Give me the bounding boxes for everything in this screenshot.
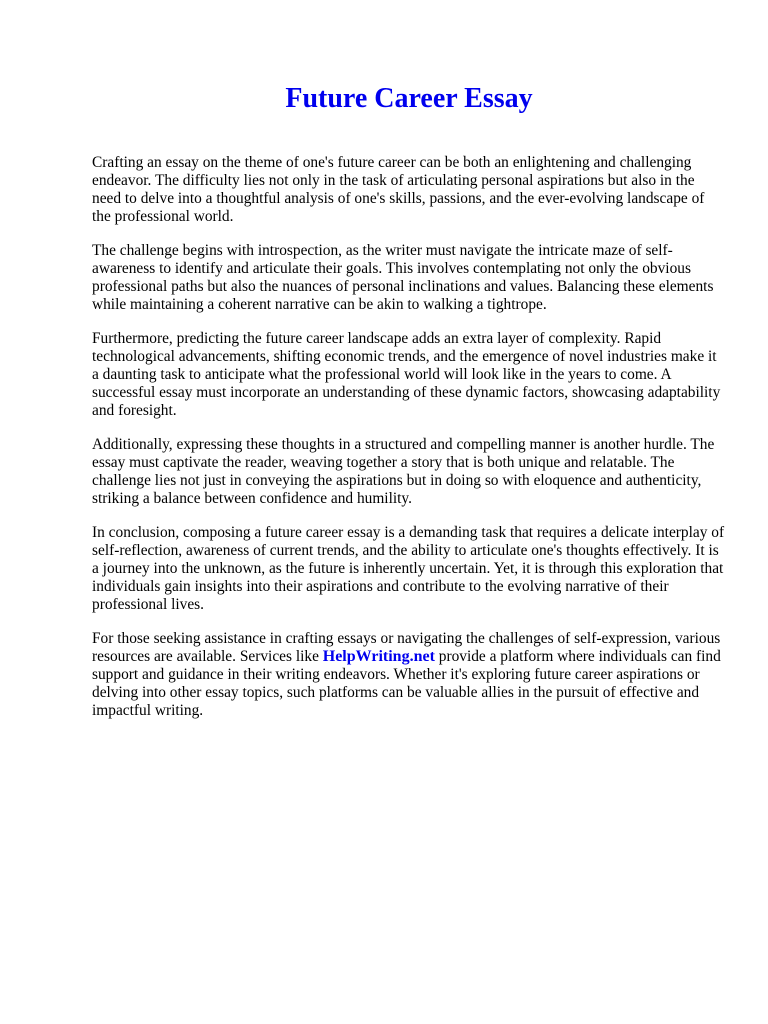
paragraph-2: The challenge begins with introspection, as the writer must navigate the intricate maze of self-awareness to identify and articulate their goals. This involves contemplating not only the obvious professional paths but also the nuances of personal inclinations and values. Balancing these elements while maintaining a coherent narrative can be akin to walking a tightrope. xyxy=(92,242,714,313)
paragraph-3: Furthermore, predicting the future career landscape adds an extra layer of complexity. Rapid technological advancements, shifting economic trends, and the emergence of novel industries make it a daunting task to anticipate what the professional world will look like in the years to come. A successful essay must incorporate an understanding of these dynamic factors, showcasing adaptability and foresight. xyxy=(92,330,721,419)
paragraph-6-text-before-link: For those seeking assistance in crafting essays or navigating the challenges of self-expression, various resources are available. Services like xyxy=(92,630,721,665)
paragraph-1: Crafting an essay on the theme of one's future career can be both an enlightening and challenging endeavor. The difficulty lies not only in the task of articulating personal aspirations but also in the need to delve into a thoughtful analysis of one's skills, passions, and the ever-evolving landscape of the professional world. xyxy=(92,154,705,225)
paragraph-6-text-after-link: provide a platform where individuals can find support and guidance in their writing endeavors. Whether it's exploring future career aspirations or delving into other essay topics, such platforms can be valuable allies in the pursuit of effective and impactful writing. xyxy=(92,648,721,719)
paragraph-4: Additionally, expressing these thoughts in a structured and compelling manner is another hurdle. The essay must captivate the reader, weaving together a story that is both unique and relatable. The challenge lies not just in conveying the aspirations but in doing so with eloquence and authenticity, striking a balance between confidence and humility. xyxy=(92,436,715,507)
document-title: Future Career Essay xyxy=(285,83,533,114)
helpwriting-link[interactable]: HelpWriting.net xyxy=(322,648,435,665)
paragraph-6 xyxy=(92,630,726,720)
paragraph-5: In conclusion, composing a future career essay is a demanding task that requires a delicate interplay of self-reflection, awareness of current trends, and the ability to articulate one's thoughts effectively. It is a journey into the unknown, as the future is inherently uncertain. Yet, it is through this exploration that individuals gain insights into their aspirations and contribute to the evolving narrative of their professional lives. xyxy=(92,524,725,613)
document-page xyxy=(92,82,726,736)
